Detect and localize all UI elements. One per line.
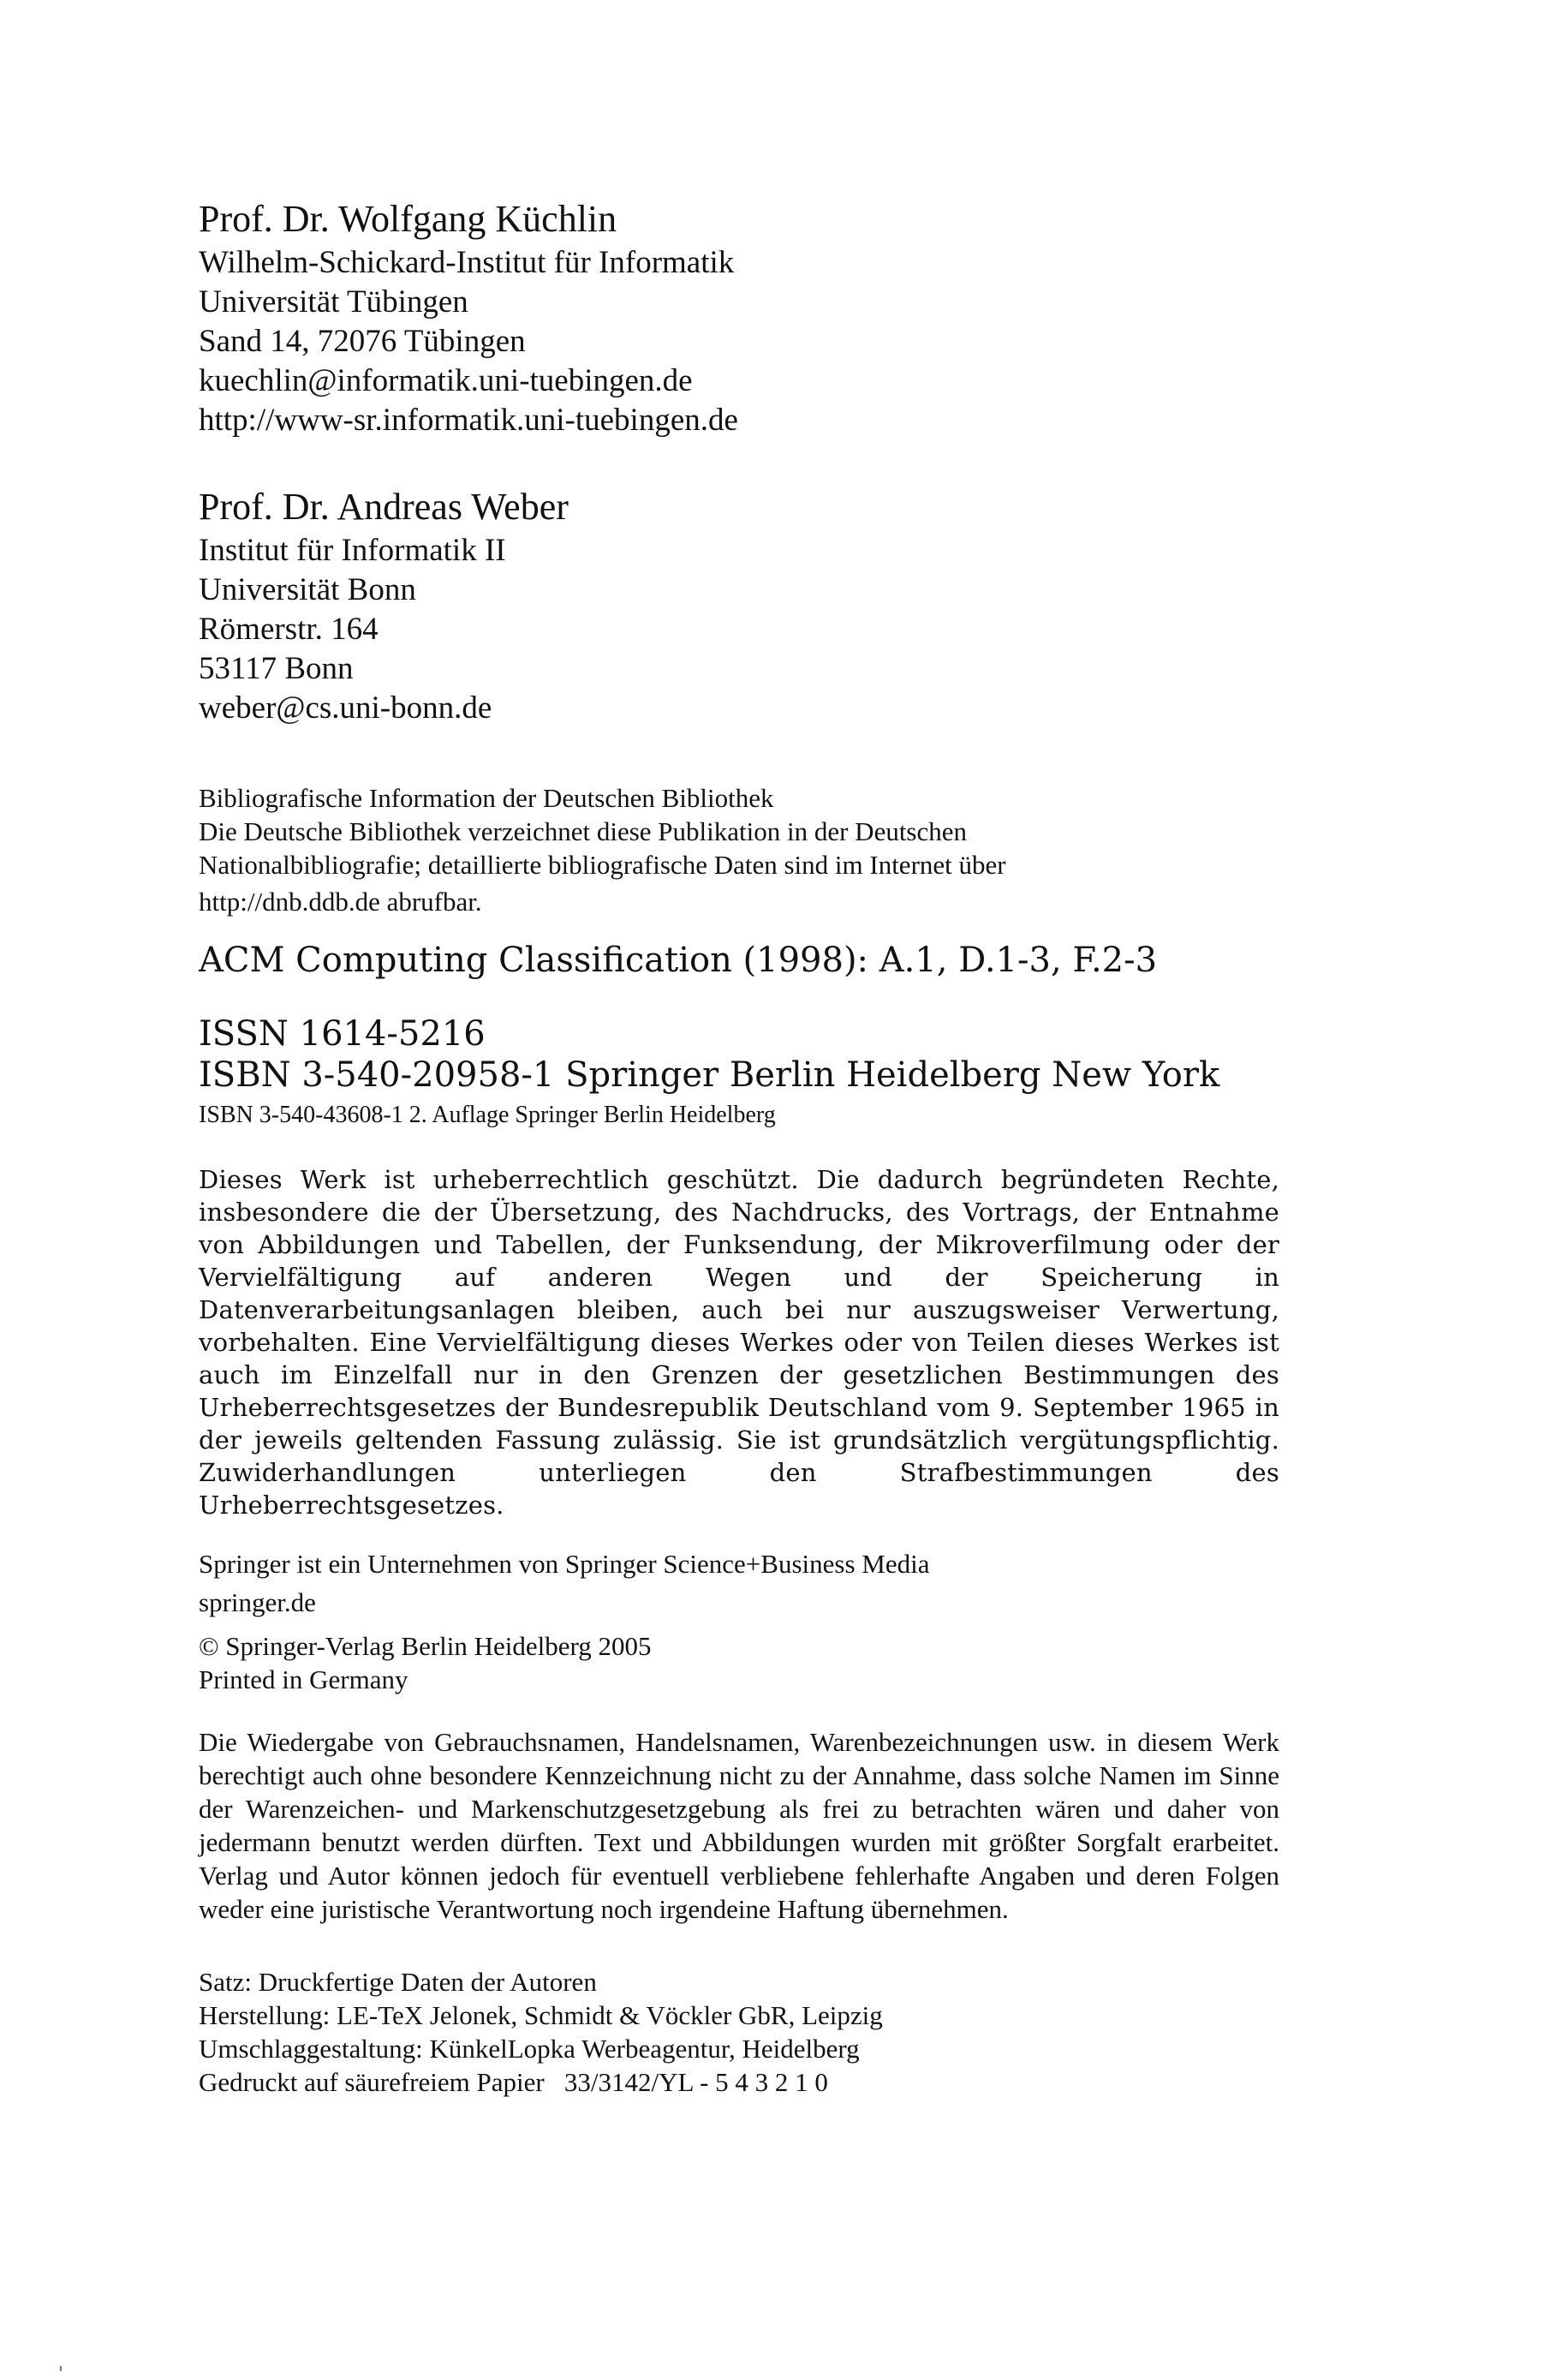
author-block-1: [199, 195, 1286, 440]
bibliographic-info: [199, 781, 1286, 918]
copyright-notice: [199, 1163, 1279, 1521]
author-email: weber@cs.uni-bonn.de: [199, 690, 492, 726]
publisher-website: springer.de: [199, 1587, 316, 1617]
publisher-line: Springer ist ein Unternehmen von Springer Science+Business Media: [199, 1549, 930, 1579]
author-email: kuechlin@informatik.uni-tuebingen.de: [199, 363, 693, 398]
trademark-paragraph: Die Wiedergabe von Gebrauchsnamen, Handelsnamen, Warenbezeichnungen usw. in diesem Werk berechtigt auch ohne besondere Kennzeichnung nicht zu der Annahme, dass solche Namen im Sinne der Warenzeichen- und Markenschutzgesetzgebung als frei zu betrachten wären und daher von jedermann benutzt werden dürften. Text und Abbildungen wurden mit größter Sorgfalt erarbeitet. Verlag und Autor können jedoch für eventuell verbliebene fehlerhafte Angaben und deren Folgen weder eine juristische Verantwortung noch irgendeine Haftung übernehmen.: [199, 1727, 1279, 1924]
author-website: http://www-sr.informatik.uni-tuebingen.de: [199, 403, 738, 438]
author-institute: Institut für Informatik II: [199, 533, 506, 568]
author-city: 53117 Bonn: [199, 651, 354, 686]
isbn-second-edition: ISBN 3-540-43608-1 2. Auflage Springer Berlin Heidelberg: [199, 1102, 776, 1128]
publisher-block: [199, 1547, 1286, 1696]
issn: ISSN 1614-5216: [199, 1014, 486, 1054]
author-university: Universität Tübingen: [199, 284, 468, 320]
production-credit: Herstellung: LE-TeX Jelonek, Schmidt & Vöckler GbR, Leipzig: [199, 2000, 883, 2030]
printed-in: Printed in Germany: [199, 1664, 408, 1694]
author-street: Römerstr. 164: [199, 612, 379, 647]
acm-classification-text: ACM Computing Classification (1998): A.1, D.1-3, F.2-3: [199, 941, 1158, 980]
acm-classification: [199, 939, 1286, 982]
corner-mark: [60, 2366, 62, 2371]
biblio-line: Die Deutsche Bibliothek verzeichnet diese Publikation in der Deutschen: [199, 816, 968, 846]
copyright-paragraph: Dieses Werk ist urheberrechtlich geschützt. Die dadurch begründeten Rechte, insbesondere die der Übersetzung, des Nachdrucks, des Vortrags, der Entnahme von Abbildungen und Tabellen, der Funksendung, der Mikroverfilmung oder der Vervielfältigung auf anderen Wegen und der Speicherung in Datenverarbeitungsanlagen bleiben, auch bei nur auszugsweiser Verwertung, vorbehalten. Eine Vervielfältigung dieses Werkes oder von Teilen dieses Werkes ist auch im Einzelfall nur in den Grenzen der gesetzlichen Bestimmungen des Urheberrechtsgesetzes der Bundesrepublik Deutschland vom 9. September 1965 in der jeweils geltenden Fassung zulässig. Sie ist grundsätzlich vergütungspflichtig. Zuwiderhandlungen unterliegen den Strafbestimmungen des Urheberrechtsgesetzes.: [199, 1165, 1279, 1520]
author-block-2: [199, 483, 1286, 728]
copyright-line: © Springer-Verlag Berlin Heidelberg 2005: [199, 1631, 652, 1661]
production-credits: [199, 1965, 1286, 2099]
author-name: Prof. Dr. Wolfgang Küchlin: [199, 198, 617, 240]
author-name: Prof. Dr. Andreas Weber: [199, 486, 569, 528]
author-institute: Wilhelm-Schickard-Institut für Informatik: [199, 245, 735, 280]
isbn-block: [199, 1013, 1286, 1131]
author-street: Sand 14, 72076 Tübingen: [199, 324, 526, 359]
biblio-heading: Bibliografische Information der Deutschen Bibliothek: [199, 783, 774, 813]
biblio-url: http://dnb.ddb.de abrufbar.: [199, 887, 482, 917]
biblio-line: Nationalbibliografie; detaillierte bibliografische Daten sind im Internet über: [199, 850, 1006, 880]
trademark-notice: [199, 1725, 1279, 1926]
author-university: Universität Bonn: [199, 572, 416, 607]
printing-info: Gedruckt auf säurefreiem Papier 33/3142/YL - 5 4 3 2 1 0: [199, 2067, 828, 2097]
typesetting-credit: Satz: Druckfertige Daten der Autoren: [199, 1967, 597, 1997]
cover-design-credit: Umschlaggestaltung: KünkelLopka Werbeagentur, Heidelberg: [199, 2034, 860, 2064]
isbn: ISBN 3-540-20958-1 Springer Berlin Heidelberg New York: [199, 1055, 1220, 1095]
